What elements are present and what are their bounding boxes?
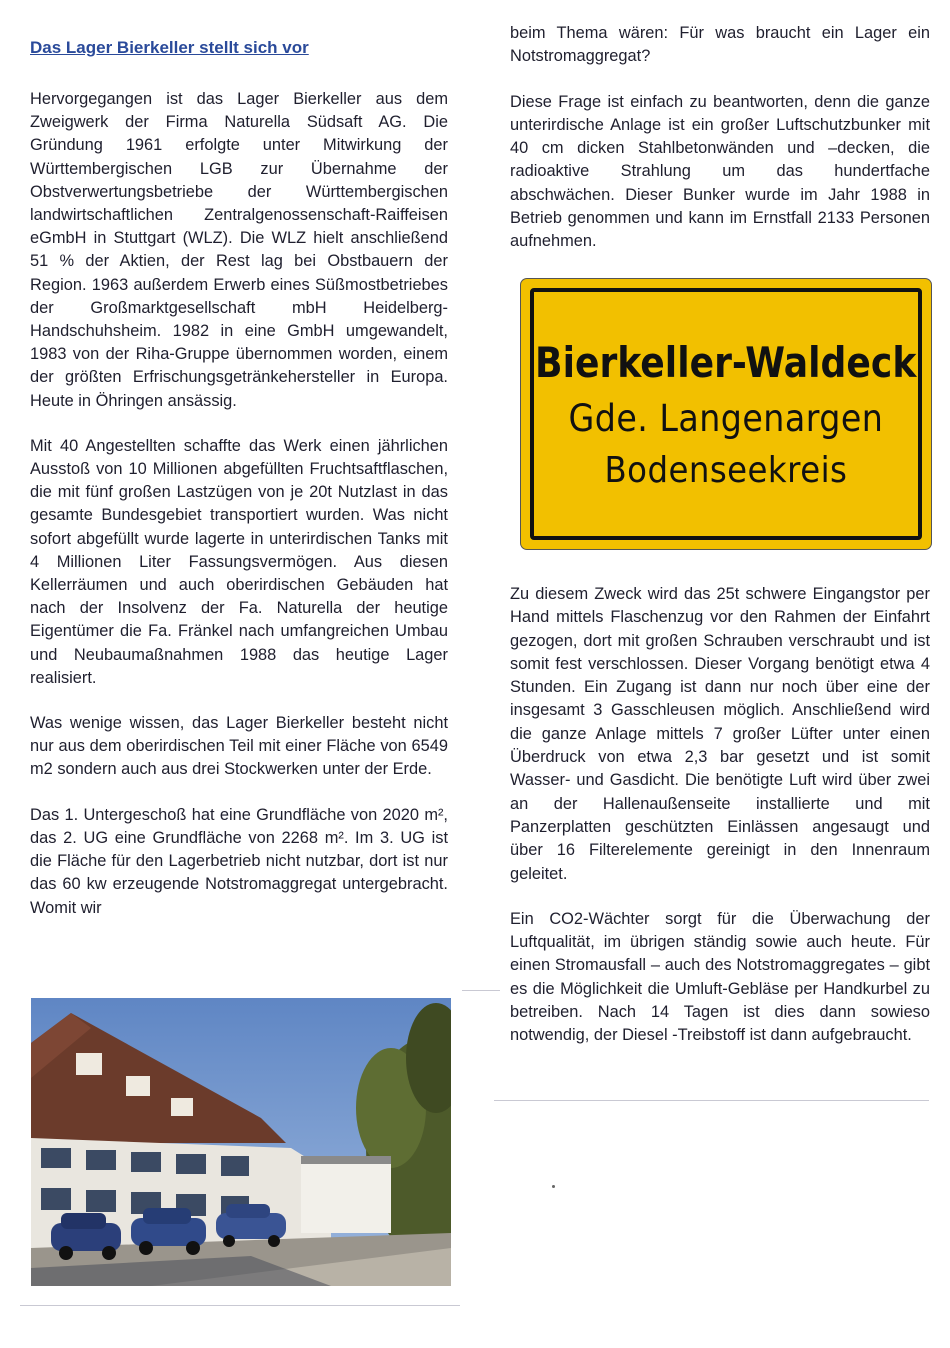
building-photo-drawing — [31, 998, 451, 1286]
building-photo — [31, 998, 451, 1286]
article-title: Das Lager Bierkeller stellt sich vor — [30, 38, 309, 57]
paragraph-floors: Was wenige wissen, das Lager Bierkeller besteht nicht nur aus dem oberirdischen Teil mit einer Fläche von 6549 m2 sondern auch aus drei Stockwerken unter der Erde. — [30, 714, 448, 779]
divider-line — [20, 1305, 460, 1306]
paragraph-production: Mit 40 Angestellten schaffte das Werk einen jährlichen Ausstoß von 10 Millionen abgefüllten Fruchtsaftflaschen, die mit fünf großen Lastzügen von je 20t Nutzlast in das gesamte Bundesgebiet transportiert wurden. Was nicht sofort abgefüllt wurde lagerte in unterirdischen Tanks mit 4 Millionen Liter Fassungsvermögen. Aus diesen Kellerräumen und auch oberirdischen Gebäuden hat nach der Insolvenz der Fa. Naturella der heutige Eigentümer die Fa. Fränkel nach umfangreichen Umbau und Neubaumaßnahmen 1988 das heutige Lager realisiert. — [30, 436, 448, 687]
paragraph-gate: Zu diesem Zweck wird das 25t schwere Eingangstor per Hand mittels Flaschenzug vor den Rahmen der Einfahrt gezogen, dort mit großen Schrauben verschraubt und ist somit fest verschlossen. Dieser Vorgang benötigt etwa 4 Stunden. Ein Zugang ist dann nur noch über eine der insgesamt 3 Gasschleusen möglich. Anschließend wird die ganze Anlage mittels 7 großer Lüfter unter einen Überdruck von etwa 2,3 bar gesetzt und ist somit Wasser- und Gasdicht. Die benötigte Luft wird über zwei an der Hallenaußenseite installierte und mit Panzerplatten geschützten Einlässen angesaugt und über 16 Filterelemente gereinigt in den Innenraum geleitet. — [510, 585, 930, 883]
sign-line-municipality: Gde. Langenargen — [568, 396, 884, 440]
sign-line-district: Bodenseekreis — [604, 449, 848, 491]
paragraph-question: beim Thema wären: Für was braucht ein Lager ein Notstromaggregat? — [510, 24, 930, 66]
paragraph-basement: Das 1. Untergeschoß hat eine Grundfläche von 2020 m², das 2. UG eine Grundfläche von 2268 m². Im 3. UG ist die Fläche für den Lagerbetrieb nicht nutzbar, dort ist nur das 60 kw erzeugende Notstromaggregat untergebracht. Womit wir — [30, 805, 448, 917]
paragraph-history: Hervorgegangen ist das Lager Bierkeller aus dem Zweigwerk der Firma Naturella Südsaft AG. Die Gründung 1961 erfolgte unter Mitwirkung der Württembergischen LGB zur Übernahme der Obstverwertungsbetriebe der Württembergischen landwirtschaftlichen Zentralgenossenschaft-Raiffeisen eGmbH in Stuttgart (WLZ). Die WLZ hielt anschließend 51 % der Aktien, der Rest lag bei Obstbauern der Region. 1963 außerdem Erwerb eines Süßmostbetriebes der Großmarktgesellschaft mbH Heidelberg-Handschuhsheim. 1982 in eine GmbH umgewandelt, 1983 von der Riha-Gruppe übernommen worden, einem der größten Erfrischungsgetränkehersteller in Europa. Heute in Öhringen ansässig. — [30, 90, 448, 410]
paragraph-co2: Ein CO2-Wächter sorgt für die Überwachung der Luftqualität, im übrigen ständig sowie auch heute. Für einen Stromausfall – auch des Notstromaggregates – gibt es die Möglichkeit die Umluft-Gebläse per Handkurbel zu betreiben. Nach 14 Tagen ist dies dann sowieso notwendig, der Diesel -Treibstoff ist dann aufgebraucht. — [510, 909, 930, 1045]
divider-line — [494, 1100, 929, 1101]
sign-line-place: Bierkeller-Waldeck — [535, 337, 917, 387]
paragraph-bunker: Diese Frage ist einfach zu beantworten, denn die ganze unterirdische Anlage ist ein großer Luftschutzbunker mit 40 cm dicken Stahlbetonwänden und –decken, die radioaktive Strahlung um das hundertfache abschwächen. Dieser Bunker wurde im Jahr 1988 in Betrieb genommen und kann im Ernstfall 2133 Personen aufnehmen. — [510, 92, 930, 251]
divider-line — [462, 990, 500, 991]
town-sign — [521, 279, 931, 549]
scan-speck — [552, 1185, 555, 1188]
right-column-lower — [510, 583, 930, 1070]
left-column — [30, 30, 448, 942]
right-column — [510, 22, 930, 276]
town-sign-border — [530, 288, 922, 540]
